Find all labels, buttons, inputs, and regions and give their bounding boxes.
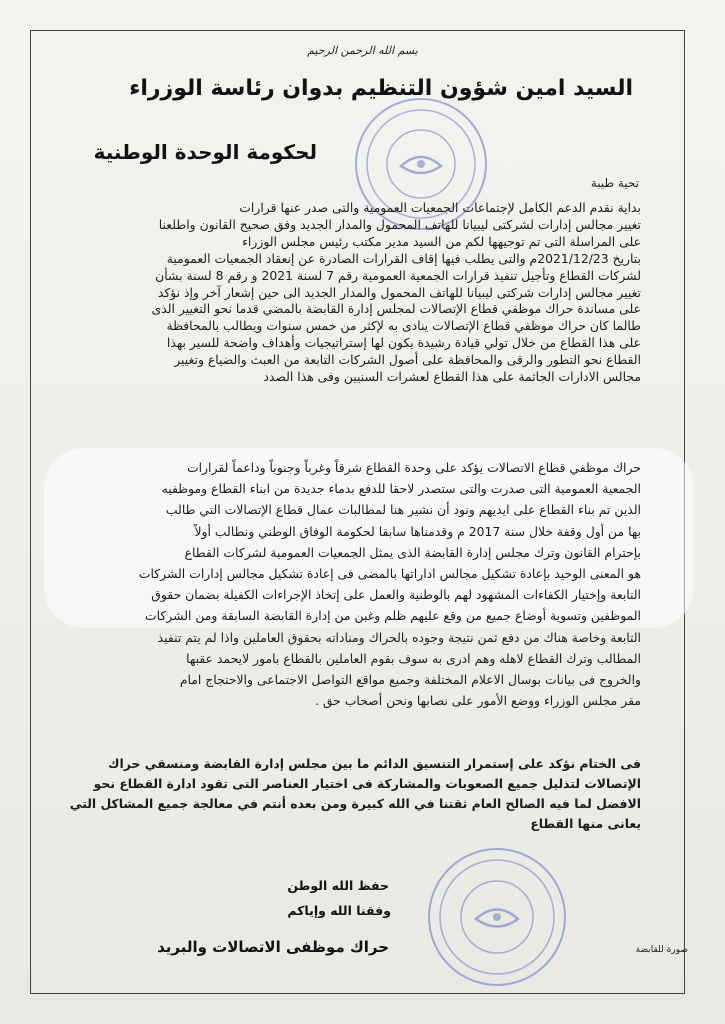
- text-line: الافضل لما فيه الصالح العام ثقتنا في الله كبيرة ومن بعده أنتم في معالجة جميع المشاكل التي: [69, 796, 641, 811]
- text-line: هو المعنى الوحيد بإعادة تشكيل مجالس اداراتها بالمضى فى إعادة تشكيل مجالس إدارات الشركات: [138, 566, 641, 582]
- text-line: والخروج فى بيانات بوسال الاعلام المختلفة وجميع مواقع التواصل الاجتماعى والاحتجاج امام: [179, 672, 641, 688]
- paragraph-intro: [69, 200, 641, 386]
- copy-note: صورة للقابضة: [635, 945, 688, 955]
- text-line: التابعة وخاصة هناك من دفع ثمن نتيجة وجوده بالحراك ومناداته بحقوق العاملين واذا لم يتم تنفيذ: [157, 629, 641, 645]
- text-line: فى الختام نؤكد على إستمرار التنسيق الدائم ما بين مجلس إدارة القابضة ومنسقي حراك: [108, 756, 641, 771]
- text-line: تغيير مجالس إدارات لشركتى ليبيانا للهاتف المحمول والمدار الجديد وفق صحيح القانون واطلعنا: [158, 216, 641, 232]
- official-stamp-bottom: [428, 848, 566, 986]
- greeting: تحية طيبة: [590, 176, 639, 190]
- text-line: على مساندة حراك موظفي قطاع الإتصالات لمجلس إدارة القابضة بالمضي قدما نحو التغيير الذى: [151, 301, 641, 317]
- basmala: بسم الله الرحمن الرحيم: [307, 44, 418, 57]
- text-line: على هذا القطاع من خلال تولي قيادة رشيدة يكون لها إستراتيجيات وأهداف واضحة للسير بهذا: [166, 335, 641, 351]
- text-line: مقر مجلس الوزراء ووضع الأمور على نصابها ونحن أصحاب حق .: [314, 693, 641, 709]
- text-line: بتاريخ 2021/12/23م والتى يطلب فيها إقاف القرارات الصادرة عن إنعقاد الجمعيات العمومية: [166, 250, 641, 266]
- stamp-emblem-icon: [430, 850, 564, 984]
- text-line: بإحترام القانون وترك مجلس إدارة القابضة الذى يمثل الجمعيات العمومية لشركات القطاع: [184, 544, 641, 560]
- closing-line: وفقنا الله وإياكم: [287, 903, 391, 918]
- signature: حراك موظفى الاتصالات والبريد: [157, 938, 389, 956]
- text-line: بها من أول وقفة خلال سنة 2017 م وقدمناها سابقا لحكومة الوفاق الوطني ونطالب أولاً: [194, 523, 641, 539]
- text-line: على المراسلة التى تم توجيهها لكم من السيد مدير مكتب رئيس مجلس الوزراء: [242, 233, 641, 249]
- paragraph-demands: [69, 457, 641, 711]
- text-line: الذين تم بناء القطاع على ايديهم ونود أن نشير هنا لمطالبات عمال قطاع الإتصالات التي طالب: [165, 502, 641, 518]
- addressee-subtitle: لحكومة الوحدة الوطنية: [93, 140, 317, 164]
- text-line: الموظفين وتسوية أوضاع جميع من وقع عليهم ظلم وغبن من إدارة القابضة السابقة ومن الشركات: [144, 608, 641, 624]
- paragraph-closing: [69, 754, 641, 834]
- text-line: الإتصالات لتذليل جميع الصعوبات والمشاركة فى اختيار العناصر التى تقود ادارة القطاع نحو: [93, 776, 641, 791]
- text-line: التابعة وإختيار الكفاءات المشهود لهم بالوطنية والعمل على إتخاذ الإجراءات الكفيلة بضمان حقوق: [151, 587, 641, 603]
- closing-line: حفظ الله الوطن: [287, 878, 389, 893]
- text-line: مجالس الادارات الجاثمة على هذا القطاع لعشرات السنيين وفى هذا الصدد: [263, 369, 641, 385]
- text-line: حراك موظفي قطاع الاتصالات يؤكد على وحدة القطاع شرقاً وغرباً وجنوباً وداعماً لقرارات: [186, 460, 641, 475]
- text-line: يعانى منها القطاع: [530, 816, 641, 831]
- text-line: المطالب وترك القطاع لاهله وهم ادرى به سوف بقوم العاملين بالقطاع بامور لايحمد عقبها: [186, 650, 641, 666]
- text-line: تغيير مجالس إدارات شركتى ليبيانا للهاتف المحمول والمدار الجديد الى حين إشعار آخر وإذ نؤكد: [157, 284, 641, 300]
- text-line: لشركات القطاع وتأجيل تنفيذ قرارات الجمعية العمومية رقم 7 لسنة 2021 و رقم 8 لسنة بشأن: [155, 267, 641, 283]
- addressee-title: السيد امين شؤون التنظيم بدوان رئاسة الوزراء: [129, 76, 633, 101]
- text-line: بداية نقدم الدعم الكامل لإجتماعات الجمعيات العمومية والتى صدر عنها قرارات: [239, 200, 641, 215]
- text-line: القطاع نحو التطور والرقى والمحافظة على أصول الشركات التابعة من العبث والضياع وتغيير: [174, 352, 641, 368]
- text-line: الجمعية العمومية التى صدرت والتى ستصدر لاحقا للدفع بدماء جديدة من ابناء القطاع وموظفيه: [161, 481, 641, 497]
- text-line: طالما كان حراك موظفي قطاع الإتصالات ينادى به لإكثر من خمس سنوات ويطالب بالمحافظة: [166, 318, 641, 334]
